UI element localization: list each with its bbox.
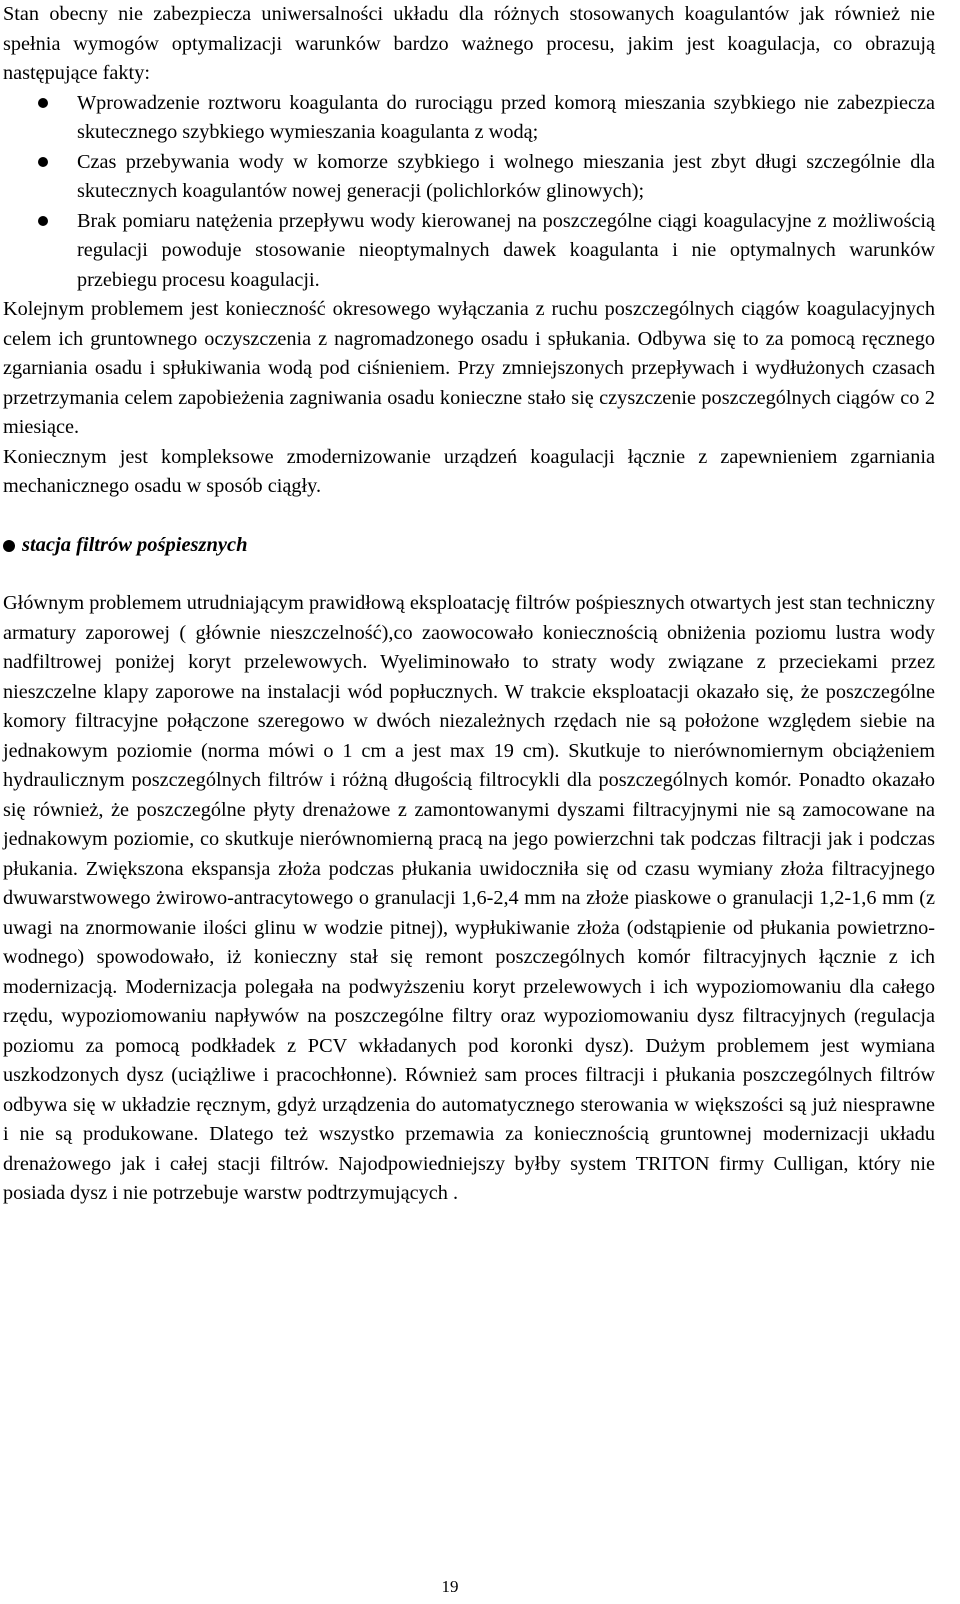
section-heading-text: stacja filtrów pośpiesznych [22,533,248,556]
intro-paragraph: Stan obecny nie zabezpiecza uniwersalności układu dla różnych stosowanych koagulantów jak również nie spełnia wymogów optymalizacji warunków bardzo ważnego procesu, jakim jest koagulacja, co obrazują następujące fakty: [3,3,935,84]
heading-bullet-icon [3,540,15,552]
bullet-dot-icon [38,157,48,167]
document-page [3,0,935,1209]
paragraph-filters: Głównym problemem utrudniającym prawidłową eksploatację filtrów pośpiesznych otwartych jest stan techniczny armatury zaporowej ( głównie nieszczelność),co zaowocowało koniecznością obniżenia poziomu lustra wody nadfiltrowej poniżej koryt przelewowych. Wyeliminowało to straty wody związane z przeciekami przez nieszczelne klapy zaporowe na instalacji wód popłucznych. W trakcie eksploatacji okazało się, że poszczególne komory filtracyjne połączone szeregowo w dwóch niezależnych rzędach nie są położone względem siebie na jednakowym poziomie (norma mówi o 1 cm a jest max 19 cm). Skutkuje to nierównomiernym obciążeniem hydraulicznym poszczególnych filtrów i różną długością filtrocykli dla poszczególnych komór. Ponadto okazało się również, że poszczególne płyty drenażowe z zamontowanymi dyszami filtracyjnymi nie są zamocowane na jednakowym poziomie, co skutkuje nierównomierną pracą na jego powierzchni tak podczas filtracji jak i podczas płukania. Zwiększona ekspansja złoża podczas płukania uwidoczniła się od czasu wymiany złoża filtracyjnego dwuwarstwowego żwirowo-antracytowego o granulacji 1,6-2,4 mm na złoże piaskowe o granulacji 1,2-1,6 mm (z uwagi na znormowanie ilości glinu w wodzie pitnej), wypłukiwanie złoża (odstąpienie od płukania powietrzno-wodnego) spowodowało, iż konieczny stał się remont poszczególnych komór filtracyjnych łącznie z ich modernizacją. Modernizacja polegała na podwyższeniu koryt przelewowych i ich wypoziomowaniu dla całego rzędu, wypoziomowaniu napływów na poszczególne filtry oraz wypoziomowaniu dysz filtracyjnych (regulacja poziomu za pomocą podkładek z PCV wkładanych pod koronki dysz). Dużym problemem jest wymiana uszkodzonych dysz (uciążliwe i pracochłonne). Również sam proces filtracji i płukania poszczególnych filtrów odbywa się w układzie ręcznym, gdyż urządzenia do automatycznego sterowania w większości są już niesprawne i nie są produkowane. Dlatego też wszystko przemawia za koniecznością gruntownej modernizacji układu drenażowego jak i całej stacji filtrów. Najodpowiedniejszy byłby system TRITON firmy Culligan, który nie posiada dysz i nie potrzebuje warstw podtrzymujących . [3,592,935,1204]
page-number: 19 [441,1577,459,1596]
section-heading [3,531,935,561]
bullet-item [3,207,935,296]
bullet-dot-icon [38,216,48,226]
facts-bullet-list [3,89,935,296]
bullet-dot-icon [38,98,48,108]
bullet-item [3,89,935,148]
bullet-text: Czas przebywania wody w komorze szybkiego i wolnego mieszania jest zbyt długi szczególnie dla skutecznych koagulantów nowej generacji (polichlorków glinowych); [77,150,935,202]
bullet-text: Wprowadzenie roztworu koagulanta do rurociągu przed komorą mieszania szybkiego nie zabezpiecza skutecznego szybkiego wymieszania koagulanta z wodą; [77,91,935,143]
paragraph-cleaning: Kolejnym problemem jest konieczność okresowego wyłączania z ruchu poszczególnych ciągów koagulacyjnych celem ich gruntownego oczyszczenia z nagromadzonego osadu i spłukania. Odbywa się to za pomocą ręcznego zgarniania osadu i spłukiwania wodą pod ciśnieniem. Przy zmniejszonych przepływach i wydłużonych czasach przetrzymania celem zapobieżenia zagniwania osadu konieczne stało się czyszczenie poszczególnych ciągów co 2 miesiące. [3,298,935,438]
bullet-text: Brak pomiaru natężenia przepływu wody kierowanej na poszczególne ciągi koagulacyjne z możliwością regulacji powoduje stosowanie nieoptymalnych dawek koagulanta i nie optymalnych warunków przebiegu procesu koagulacji. [77,209,935,291]
bullet-item [3,148,935,207]
paragraph-modernization: Koniecznym jest kompleksowe zmodernizowanie urządzeń koagulacji łącznie z zapewnieniem zgarniania mechanicznego osadu w sposób ciągły. [3,445,935,497]
